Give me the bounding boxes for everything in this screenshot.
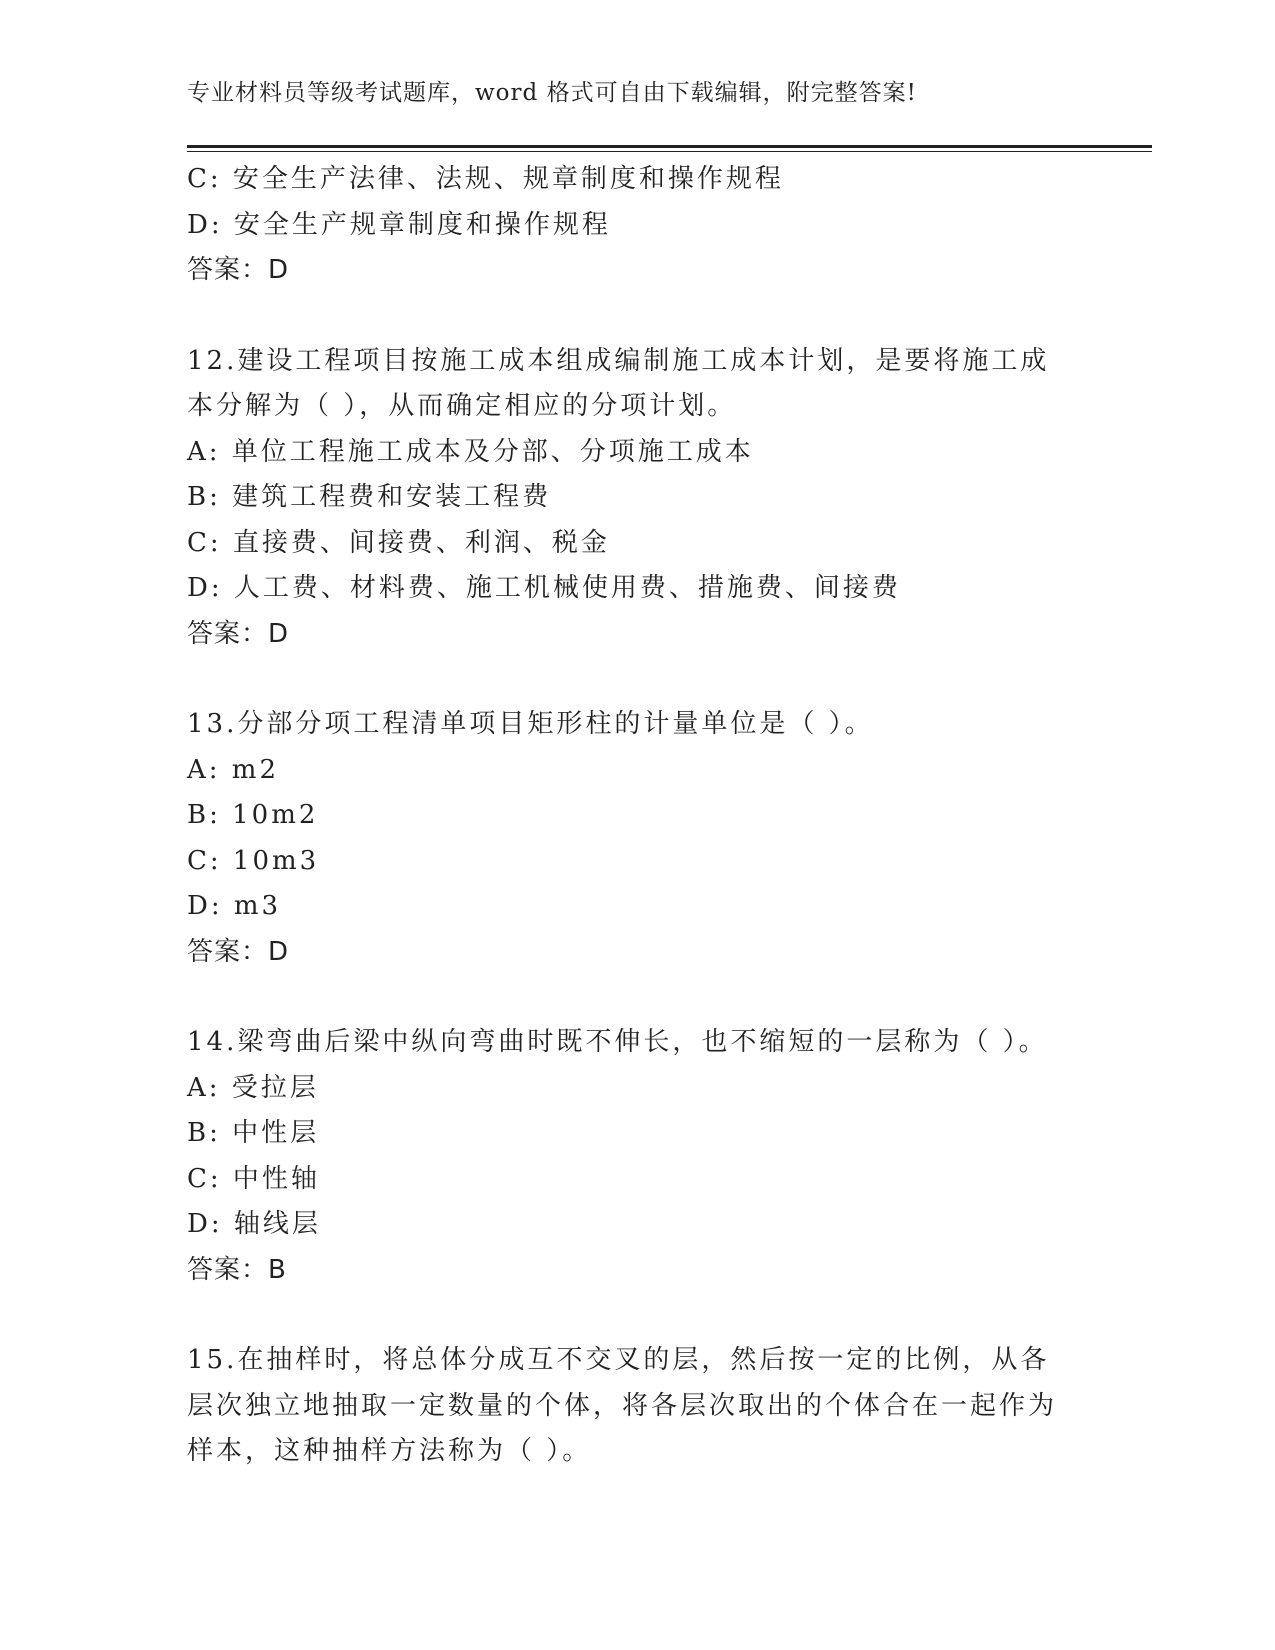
answer-label: 答案：B bbox=[187, 1254, 287, 1285]
header-rule-thin bbox=[187, 151, 1152, 152]
option-a: A: 单位工程施工成本及分部、分项施工成本 bbox=[187, 436, 754, 467]
option-d: D: 人工费、材料费、施工机械使用费、措施费、间接费 bbox=[187, 573, 901, 603]
answer-label: 答案：D bbox=[187, 618, 290, 649]
option-d: D: 安全生产规章制度和操作规程 bbox=[187, 209, 611, 240]
header-note: 专业材料员等级考试题库，word 格式可自由下载编辑，附完整答案! bbox=[187, 80, 917, 106]
option-c: C: 10m3 bbox=[187, 845, 320, 876]
option-b: B: 中性层 bbox=[187, 1118, 320, 1148]
option-c: C: 安全生产法律、法规、规章制度和操作规程 bbox=[187, 164, 784, 194]
option-c: C: 直接费、间接费、利润、税金 bbox=[187, 527, 610, 558]
answer-label: 答案：D bbox=[187, 255, 290, 285]
answer-label: 答案：D bbox=[187, 936, 290, 967]
spacer bbox=[187, 975, 1117, 1020]
question-block-14 bbox=[187, 1020, 1117, 1293]
option-d: D: 轴线层 bbox=[187, 1209, 321, 1239]
option-a: A: m2 bbox=[187, 754, 279, 785]
question-block-15 bbox=[187, 1338, 1117, 1475]
question-list bbox=[187, 157, 1117, 1475]
question-block-13 bbox=[187, 702, 1117, 975]
question-stem: 12.建设工程项目按施工成本组成编制施工成本计划，是要将施工成本分解为（ ），从而确定相应的分项计划。 bbox=[187, 345, 1050, 421]
question-stem: 15.在抽样时，将总体分成互不交叉的层，然后按一定的比例，从各层次独立地抽取一定数量的个体，将各层次取出的个体合在一起作为样本，这种抽样方法称为（ ）。 bbox=[187, 1345, 1058, 1466]
spacer bbox=[187, 294, 1117, 339]
option-b: B: 建筑工程费和安装工程费 bbox=[187, 482, 552, 512]
header-rule-thick bbox=[187, 145, 1152, 148]
option-d: D: m3 bbox=[187, 891, 282, 921]
question-block-12 bbox=[187, 339, 1117, 658]
spacer bbox=[187, 657, 1117, 702]
question-stem: 13.分部分项工程清单项目矩形柱的计量单位是（ ）。 bbox=[187, 709, 874, 739]
question-stem: 14.梁弯曲后梁中纵向弯曲时既不伸长，也不缩短的一层称为（ ）。 bbox=[187, 1027, 1048, 1057]
question-block-11 bbox=[187, 157, 1117, 294]
option-b: B: 10m2 bbox=[187, 800, 319, 830]
spacer bbox=[187, 1293, 1117, 1338]
option-a: A: 受拉层 bbox=[187, 1072, 319, 1103]
option-c: C: 中性轴 bbox=[187, 1163, 320, 1194]
